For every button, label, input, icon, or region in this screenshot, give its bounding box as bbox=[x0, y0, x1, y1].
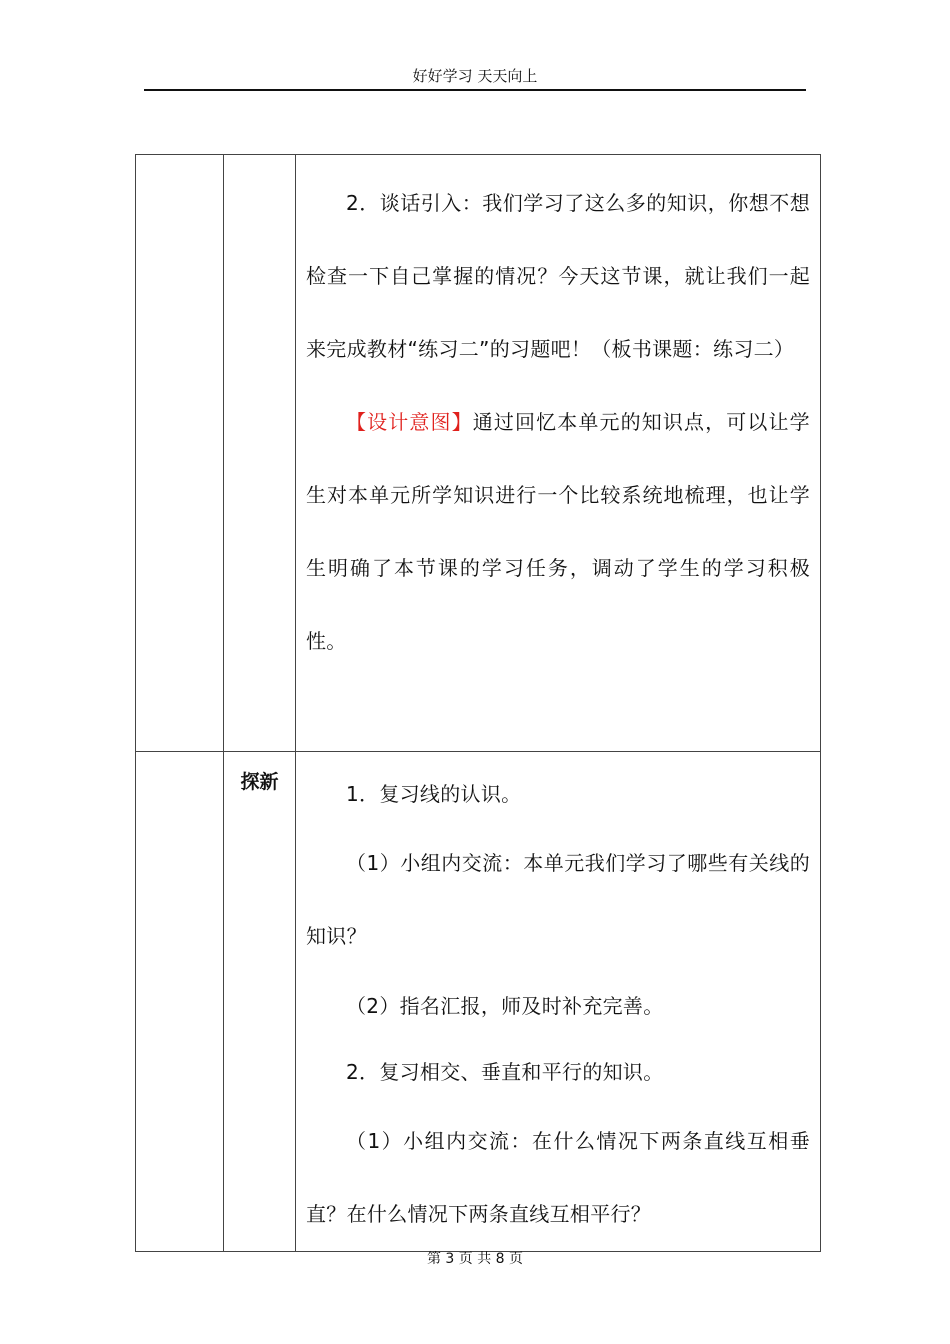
paragraph-group-discuss-lines: （1）小组内交流：本单元我们学习了哪些有关线的知识？ bbox=[306, 851, 810, 948]
paragraph-intro: 2．谈话引入：我们学习了这么多的知识，你想不想检查一下自己掌握的情况？今天这节课，就让我们一起来完成教材“练习二”的习题吧！（板书课题：练习二） bbox=[306, 191, 810, 361]
paragraph-group-discuss-parallel: （1）小组内交流：在什么情况下两条直线互相垂直？在什么情况下两条直线互相平行？ bbox=[306, 1129, 810, 1226]
paragraph-design-intent bbox=[306, 386, 810, 678]
stage-cell bbox=[136, 155, 224, 752]
lesson-plan-table bbox=[135, 154, 821, 1252]
paragraph-report: （2）指名汇报，师及时补充完善。 bbox=[346, 994, 664, 1018]
paragraph-review-lines: 1．复习线的认识。 bbox=[346, 782, 522, 806]
table-row bbox=[136, 752, 821, 1252]
page-header: 好好学习 天天向上 bbox=[412, 67, 538, 85]
design-intent-text: 通过回忆本单元的知识点，可以让学生对本单元所学知识进行一个比较系统地梳理，也让学生明确了本节课的学习任务，调动了学生的学习积极性。 bbox=[306, 410, 810, 653]
page-footer: 第 3 页 共 8 页 bbox=[426, 1251, 524, 1267]
content-body bbox=[296, 752, 820, 1251]
content-cell bbox=[296, 155, 821, 752]
paragraph-review-intersect: 2．复习相交、垂直和平行的知识。 bbox=[346, 1060, 664, 1084]
design-intent-tag: 【设计意图】 bbox=[346, 410, 473, 434]
stage-cell bbox=[136, 752, 224, 1252]
content-cell bbox=[296, 752, 821, 1252]
header-rule bbox=[144, 89, 806, 91]
section-label-cell bbox=[224, 155, 296, 752]
section-label-explore: 探新 bbox=[224, 752, 296, 1252]
content-body bbox=[296, 155, 820, 678]
table-row bbox=[136, 155, 821, 752]
